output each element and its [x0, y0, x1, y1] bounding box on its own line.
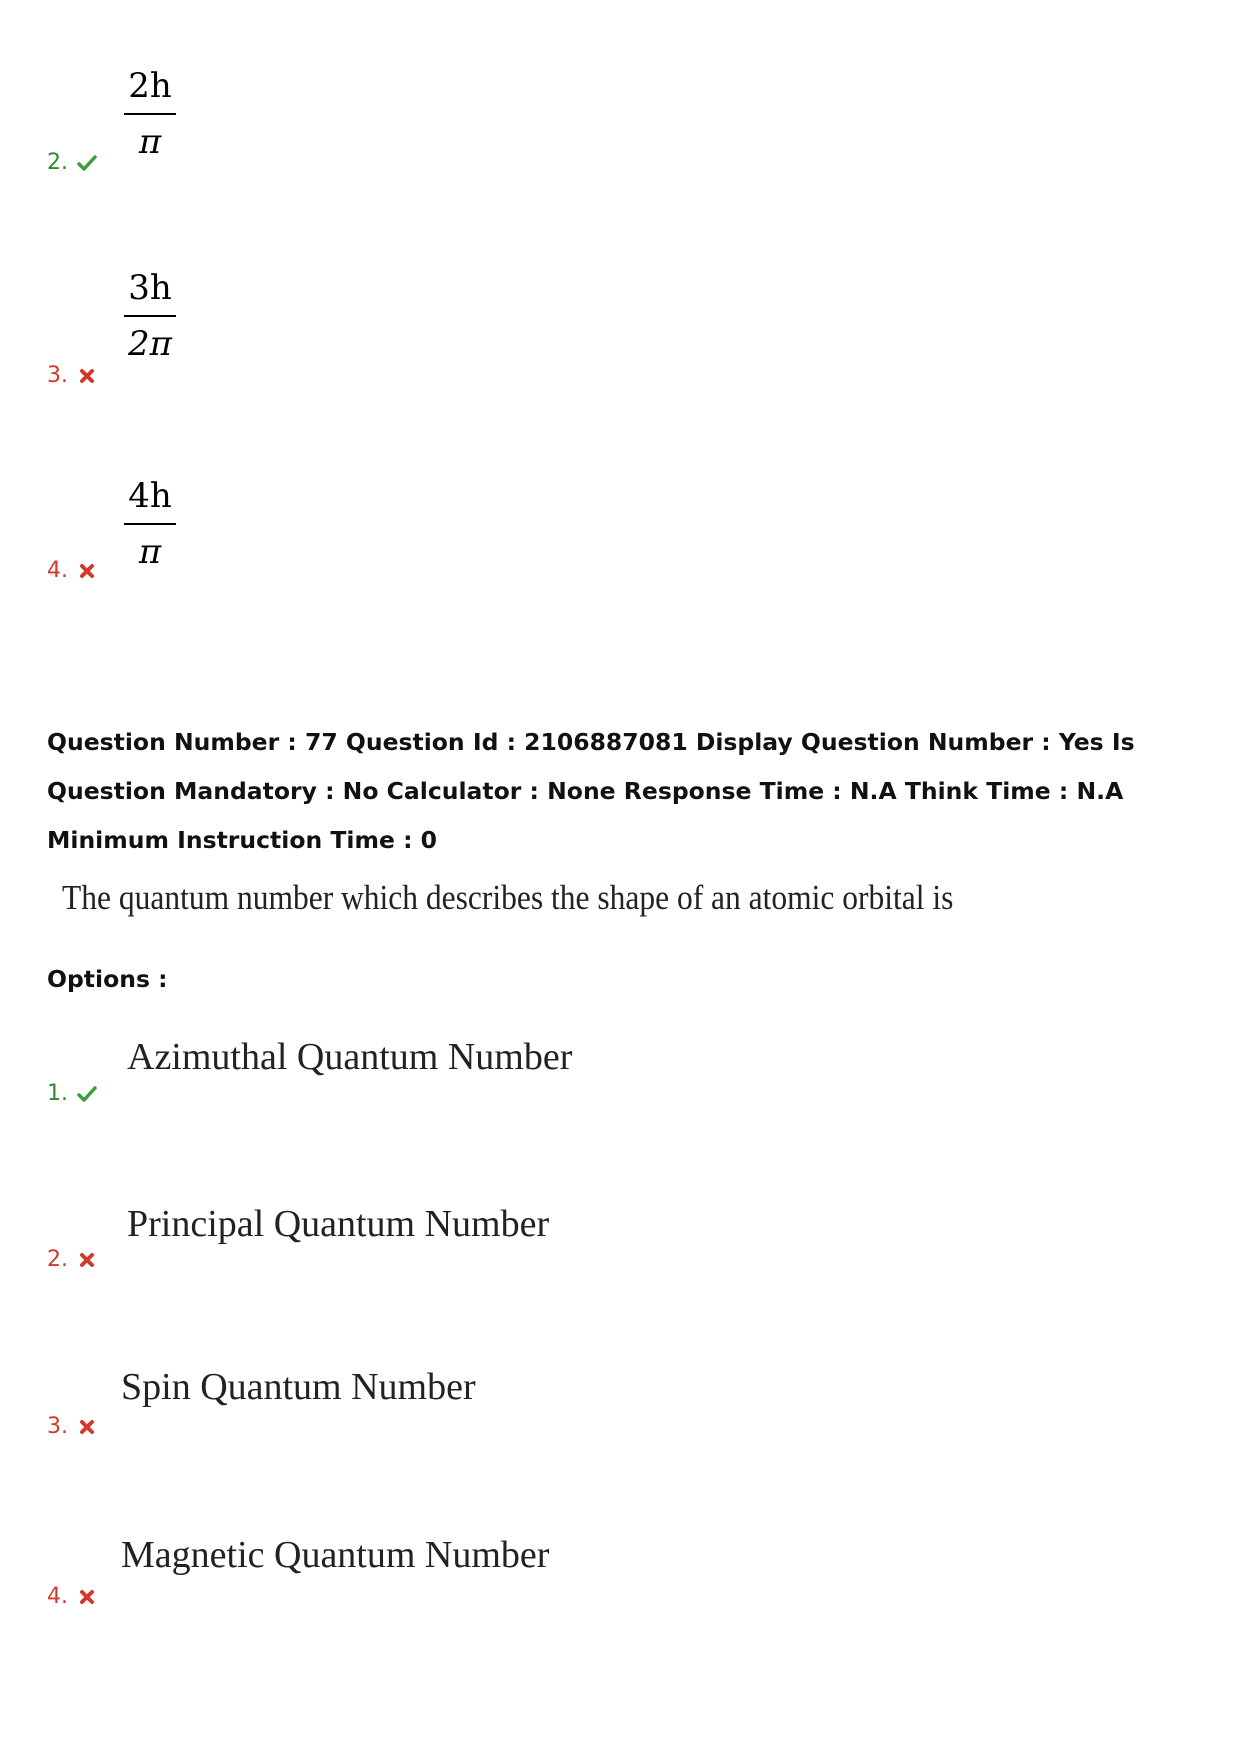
option-label	[47, 1081, 98, 1106]
cross-mark-icon	[76, 1249, 98, 1271]
check-mark-icon	[76, 152, 98, 174]
option-number: 4.	[47, 1584, 68, 1609]
option-text: Magnetic Quantum Number	[121, 1534, 550, 1576]
cross-mark-icon	[76, 365, 98, 387]
option-label	[47, 558, 98, 583]
option-label	[47, 363, 98, 388]
option-text: Spin Quantum Number	[121, 1366, 476, 1408]
option-label	[47, 150, 98, 175]
fraction-denominator: 2π	[128, 324, 172, 364]
option-label	[47, 1584, 98, 1609]
option-number: 2.	[47, 150, 68, 175]
option-number: 2.	[47, 1247, 68, 1272]
fraction-numerator: 2h	[128, 66, 172, 106]
cross-mark-icon	[76, 560, 98, 582]
fraction-denominator: π	[138, 122, 162, 162]
fraction-expression	[124, 60, 176, 168]
question-meta: Question Number : 77 Question Id : 2106887081 Display Question Number : Yes Is Question Mandatory : No Calculator : None Response Time : N.A Think Time : N.A Minimum Instruction Time : 0	[47, 728, 1135, 854]
fraction-numerator: 3h	[128, 268, 172, 308]
fraction-bar	[124, 315, 176, 317]
option-number: 3.	[47, 1414, 68, 1439]
option-text: Azimuthal Quantum Number	[127, 1036, 573, 1078]
option-text: Principal Quantum Number	[127, 1203, 550, 1245]
fraction-bar	[124, 113, 176, 115]
question-text: The quantum number which describes the shape of an atomic orbital is	[62, 878, 954, 917]
fraction-bar	[124, 523, 176, 525]
fraction-numerator: 4h	[128, 476, 172, 516]
cross-mark-icon	[76, 1586, 98, 1608]
fraction-expression	[124, 470, 176, 578]
option-label	[47, 1247, 98, 1272]
option-number: 1.	[47, 1081, 68, 1106]
fraction-denominator: π	[138, 532, 162, 572]
check-mark-icon	[76, 1083, 98, 1105]
cross-mark-icon	[76, 1416, 98, 1438]
options-heading: Options :	[47, 965, 168, 993]
option-number: 3.	[47, 363, 68, 388]
option-number: 4.	[47, 558, 68, 583]
option-label	[47, 1414, 98, 1439]
fraction-expression	[124, 262, 176, 370]
